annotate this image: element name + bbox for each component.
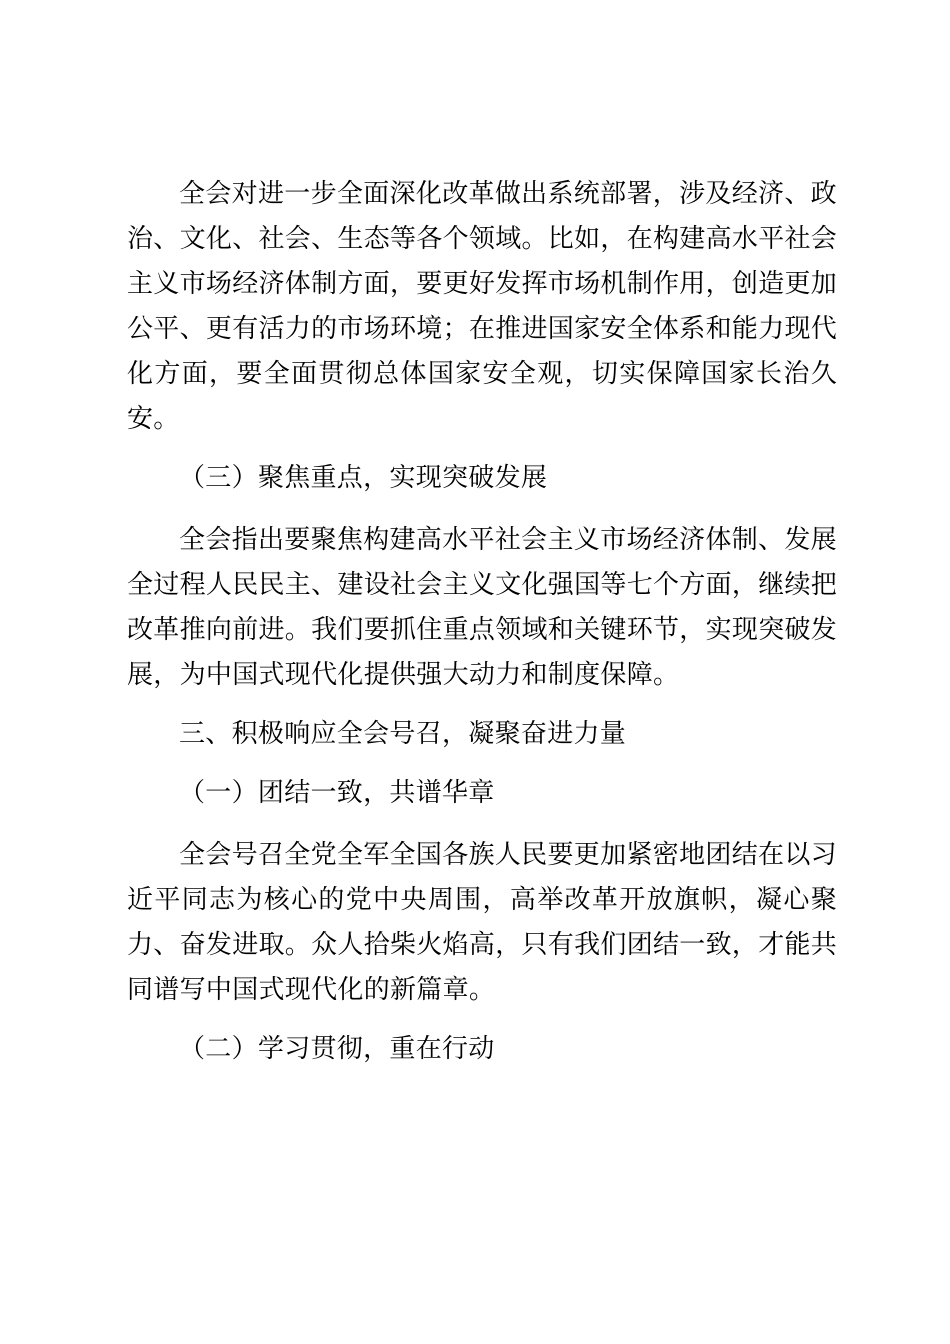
body-paragraph <box>127 172 837 442</box>
paragraph-line: 展，为中国式现代化提供强大动力和制度保障。 <box>127 660 680 690</box>
paragraph-line: 化方面，要全面贯彻总体国家安全观，切实保障国家长治久 <box>127 359 837 389</box>
paragraph-line: 公平、更有活力的市场环境；在推进国家安全体系和能力现代 <box>127 314 838 344</box>
paragraph-line: 全会对进一步全面深化改革做出系统部署，涉及经济、政 <box>179 179 837 209</box>
section-heading: 三、积极响应全会号召，凝聚奋进力量 <box>179 719 627 749</box>
paragraph-line: 治、文化、社会、生态等各个领域。比如，在构建高水平社会 <box>127 224 838 254</box>
paragraph-line: 主义市场经济体制方面，要更好发挥市场机制作用，创造更加 <box>127 269 838 299</box>
body-paragraph <box>127 833 837 1013</box>
paragraph-line: 近平同志为核心的党中央周围，高举改革开放旗帜，凝心聚 <box>127 885 837 915</box>
paragraph-line: 力、奋发进取。众人拾柴火焰高，只有我们团结一致，才能共 <box>127 930 838 960</box>
paragraph-line: 全过程人民民主、建设社会主义文化强国等七个方面，继续把 <box>127 570 838 600</box>
paragraph-line: 改革推向前进。我们要抓住重点领域和关键环节，实现突破发 <box>127 615 838 645</box>
paragraph-line: 全会号召全党全军全国各族人民要更加紧密地团结在以习 <box>179 840 837 870</box>
paragraph-line: 全会指出要聚焦构建高水平社会主义市场经济体制、发展 <box>179 525 837 555</box>
section-heading: （一）团结一致，共谱华章 <box>179 778 495 808</box>
paragraph-line: 安。 <box>127 404 180 434</box>
body-paragraph <box>127 518 837 698</box>
paragraph-line: 同谱写中国式现代化的新篇章。 <box>127 975 496 1005</box>
section-heading: （三）聚焦重点，实现突破发展 <box>179 463 548 493</box>
section-heading: （二）学习贯彻，重在行动 <box>179 1034 495 1064</box>
